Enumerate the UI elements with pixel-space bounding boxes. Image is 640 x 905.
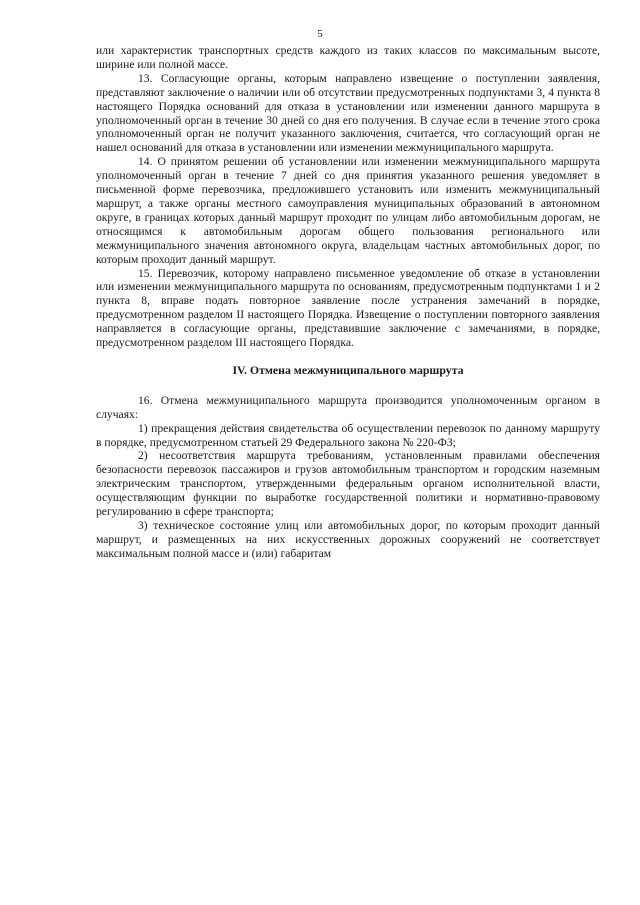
paragraph-13: 13. Согласующие органы, которым направлено извещение о поступлении заявления, представляют заключение о наличии или об отсутствии предусмотренных подпунктами 3, 4 пункта 8 настоящего Порядка оснований для отказа в установлении или изменении данного маршрута в уполномоченный орган в течение 30 дней со дня его получения. В случае если в течение этого срока уполномоченный орган не получит указанного заключения, считается, что согласующий орган не нашел оснований для отказа в установлении или изменении межмуниципального маршрута. (96, 71, 600, 155)
section-heading: IV. Отмена межмуниципального маршрута (232, 362, 464, 377)
paragraph-continuation: или характеристик транспортных средств каждого из таких классов по максимальным высоте, ширине или полной массе. (96, 44, 600, 71)
paragraph-15: 15. Перевозчик, которому направлено письменное уведомление об отказе в установлении или изменении межмуниципального маршрута по основаниям, предусмотренным подпунктами 1 и 2 пункта 8, вправе подать повторное заявление после устранения замечаний в порядке, предусмотренном разделом II настоящего Порядка. Извещение о поступлении повторного заявления направляется в согласующие органы, представившие заключение с замечаниями, в порядке, предусмотренном разделом III настоящего Порядка. (96, 266, 600, 350)
paragraph-16-item-3: 3) техническое состояние улиц или автомобильных дорог, по которым проходит данный маршрут, и размещенных на них искусственных дорожных сооружений не соответствует максимальным полной массе и (или) габаритам (96, 519, 600, 560)
page-number: 5 (317, 28, 323, 40)
document-body (96, 44, 600, 561)
paragraph-16-item-2: 2) несоответствия маршрута требованиям, установленным правилами обеспечения безопасности перевозок пассажиров и грузов автомобильным транспортом и городским наземным электрическим транспортом, утвержденными федеральным органом исполнительной власти, осуществляющим функции по выработке государственной политики и нормативно-правовому регулированию в сфере транспорта; (96, 449, 600, 519)
paragraph-16-item-1: 1) прекращения действия свидетельства об осуществлении перевозок по данному маршруту в порядке, предусмотренном статьей 29 Федерального закона № 220-ФЗ; (96, 421, 600, 449)
paragraph-14: 14. О принятом решении об установлении или изменении межмуниципального маршрута уполномоченный орган в течение 7 дней со дня принятия указанного решения уведомляет в письменной форме перевозчика, предложившего установить или изменить межмуниципальный маршрут, а также органы местного самоуправления муниципальных образований в автономном округе, в границах которых данный маршрут проходит по улицам либо автомобильным дорогам, не относящимся к автомобильным дорогам общего пользования регионального или межмуниципального значения автономного округа, владельцам частных автомобильных дорог, по которым проходит данный маршрут. (96, 155, 600, 266)
paragraph-16: 16. Отмена межмуниципального маршрута производится уполномоченным органом в случаях: (96, 393, 600, 421)
